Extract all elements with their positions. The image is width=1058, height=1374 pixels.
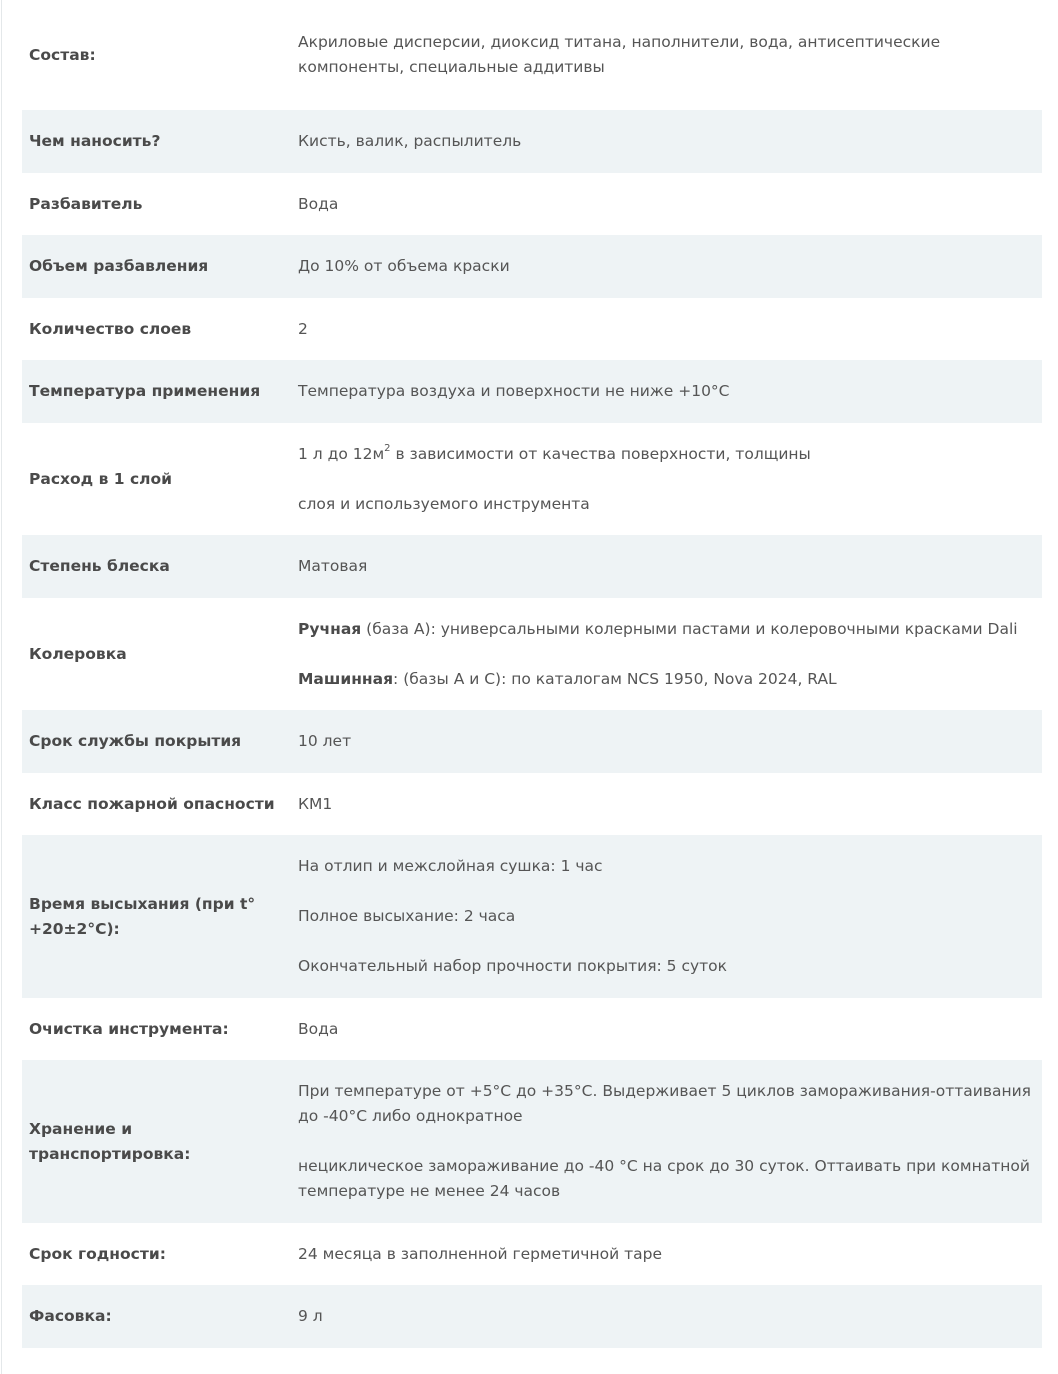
superscript: 2 [384,443,391,455]
spec-value-text: Температура воздуха и поверхности не ниже +10°C [298,382,730,400]
spec-value-text: Вода [298,1019,339,1038]
spec-value-text: Кисть, валик, распылитель [298,132,522,150]
spec-value-text: Ручная (база А): универсальными колерными пастами и колеровочными красками Dali [298,619,1018,638]
spec-value [291,423,1042,535]
spec-label: Степень блеска [22,535,291,598]
emphasis-label: Ручная [298,619,362,638]
spec-value-text: До 10% от объема краски [298,257,510,275]
spec-value-text: слоя и используемого инструмента [298,494,590,513]
spec-value-text: 1 л до $12м^2$ в зависимости от качества поверхности, толщины [298,443,811,463]
spec-value-text: 2 [298,319,308,338]
spec-row-thinner [22,173,1042,235]
emphasis-label: Машинная [298,669,394,688]
spec-label: Объем разбавления [22,235,291,298]
spec-value-text: КМ1 [298,794,333,813]
spec-label: Температура применения [22,360,291,423]
spec-value [291,598,1042,710]
spec-label: Время высыхания (при t° +20±2°C): [22,835,291,998]
spec-value [291,173,1042,235]
spec-label: Состав: [29,45,96,64]
spec-value-text: На отлип и межслойная сушка: 1 час [298,857,603,875]
spec-row-fire-class [22,773,1042,835]
spec-value [291,235,1042,298]
spec-row-application-tool [22,110,1042,173]
spec-label: Колеровка [29,644,127,663]
spec-value-text: При температуре от +5°С до +35°С. Выдерживает 5 циклов замораживания-оттаивания до -40°С либо однократное [298,1082,1031,1125]
spec-row-service-life [22,710,1042,773]
spec-label: Очистка инструмента: [29,1019,229,1038]
spec-value [291,773,1042,835]
spec-row-packaging [22,1285,1042,1348]
spec-label: Количество слоев [29,319,192,338]
spec-value [291,360,1042,423]
specifications-table [22,0,1042,1348]
spec-value [291,998,1042,1060]
spec-value [291,298,1042,360]
spec-value-text: Матовая [298,557,368,575]
spec-value-text: Окончательный набор прочности покрытия: 5 суток [298,957,728,975]
spec-value-text: 10 лет [298,732,352,750]
spec-row-shelf-life [22,1223,1042,1285]
spec-row-storage-transport [22,1060,1042,1223]
spec-value-text: нециклическое замораживание до -40 °С на срок до 30 суток. Оттаивать при комнатной температуре не менее 24 часов [298,1157,1030,1200]
spec-row-tinting [22,598,1042,710]
spec-value-text: Машинная: (базы А и С): по каталогам NCS 1950, Nova 2024, RAL [298,669,837,688]
spec-value [291,1060,1042,1223]
spec-value [291,0,1042,110]
spec-label: Хранение и транспортировка: [22,1060,291,1223]
spec-value [291,1223,1042,1285]
spec-label: Расход в 1 слой [29,469,173,488]
spec-value [291,535,1042,598]
spec-row-gloss [22,535,1042,598]
spec-row-coat-count [22,298,1042,360]
spec-label: Срок годности: [29,1244,166,1263]
spec-value [291,835,1042,998]
spec-value-text: 9 л [298,1307,323,1325]
page-left-border [1,0,2,1374]
spec-label: Класс пожарной опасности [29,794,275,813]
spec-row-dilution-volume [22,235,1042,298]
spec-row-application-temperature [22,360,1042,423]
spec-value-text: Акриловые дисперсии, диоксид титана, наполнители, вода, антисептические компоненты, специальные аддитивы [298,33,941,76]
spec-value-text: Вода [298,194,339,213]
spec-label: Чем наносить? [22,110,291,173]
spec-value-text: Полное высыхание: 2 часа [298,907,516,925]
spec-value-text: 24 месяца в заполненной герметичной таре [298,1244,662,1263]
spec-value [291,710,1042,773]
spec-label: Разбавитель [29,194,143,213]
spec-value [291,1285,1042,1348]
spec-row-tool-cleaning [22,998,1042,1060]
spec-row-composition [22,0,1042,110]
spec-label: Срок службы покрытия [22,710,291,773]
spec-label: Фасовка: [22,1285,291,1348]
spec-row-consumption [22,423,1042,535]
spec-row-drying-time [22,835,1042,998]
spec-value [291,110,1042,173]
